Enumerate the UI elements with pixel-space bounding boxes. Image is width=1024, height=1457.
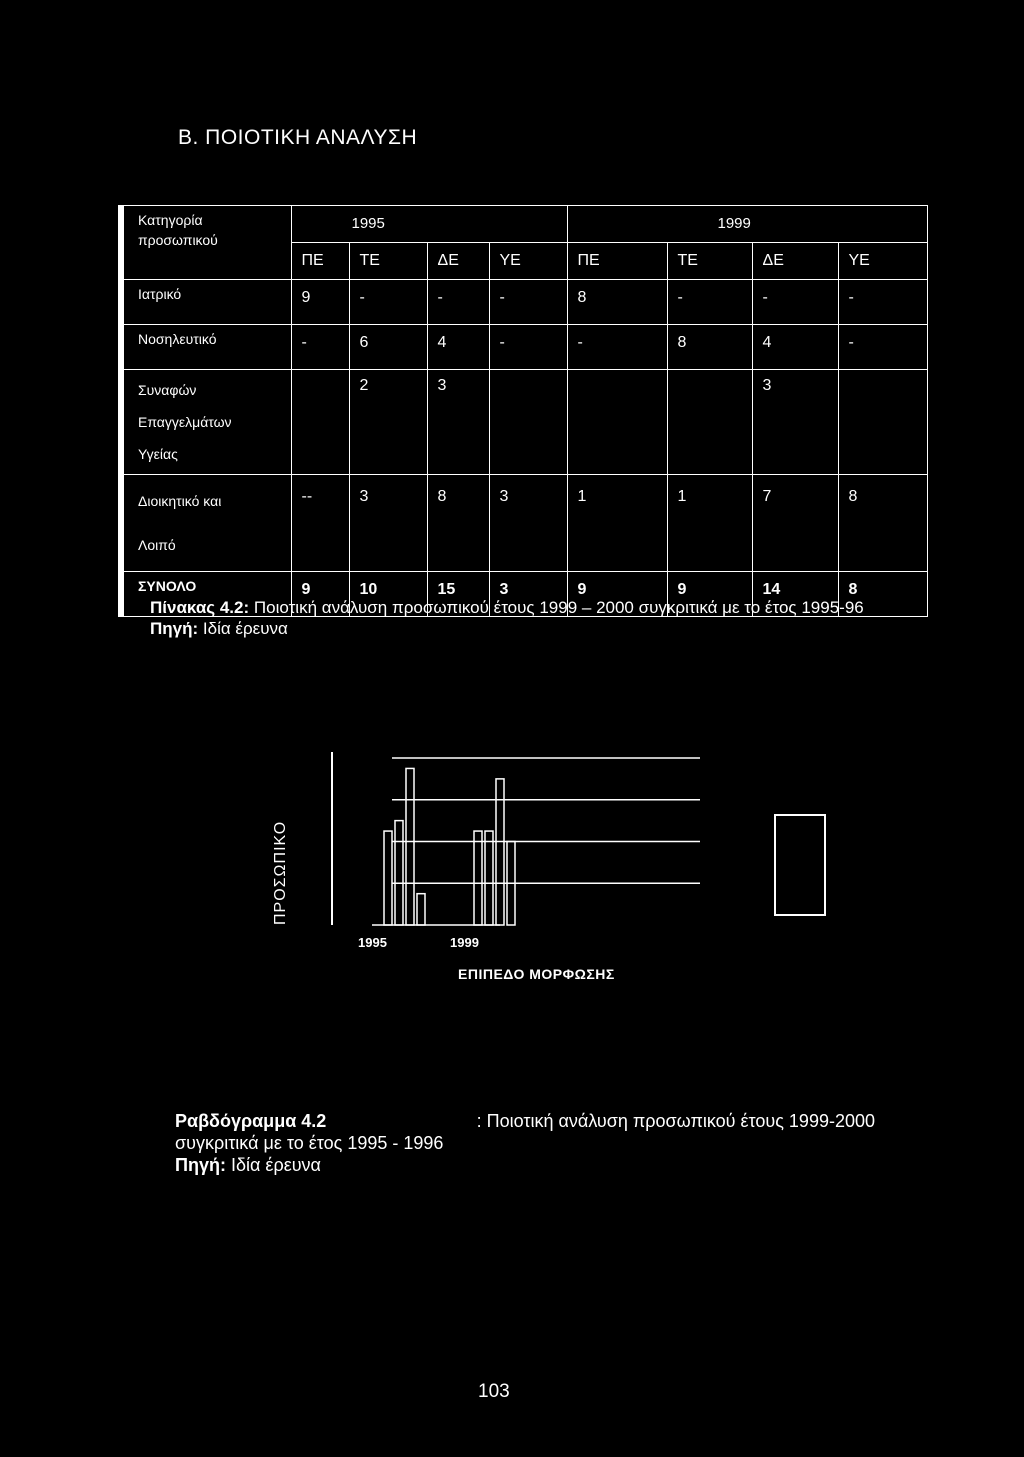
bar bbox=[384, 831, 392, 925]
category-header-line1: Κατηγορία bbox=[138, 212, 203, 228]
row-category bbox=[121, 475, 291, 572]
table-cell: 15 bbox=[427, 572, 489, 617]
bar-chart bbox=[270, 740, 870, 1000]
subheader-cell: ΔΕ bbox=[752, 243, 838, 280]
year-1999-header: 1999 bbox=[567, 206, 927, 243]
row-category: Νοσηλευτικό bbox=[121, 325, 291, 370]
chart-plot bbox=[270, 740, 870, 940]
category-header-line2: προσωπικού bbox=[138, 232, 218, 248]
page-number: 103 bbox=[478, 1381, 510, 1402]
row-category: Ιατρικό bbox=[121, 280, 291, 325]
row-category-line: Υγείας bbox=[138, 446, 178, 462]
table-cell: - bbox=[838, 280, 927, 325]
subheader-cell: ΥΕ bbox=[489, 243, 567, 280]
table-row-nursing bbox=[121, 325, 927, 370]
table-source-text: Ιδία έρευνα bbox=[198, 619, 288, 638]
legend-box bbox=[775, 815, 825, 915]
table-cell: 10 bbox=[349, 572, 427, 617]
bar bbox=[417, 894, 425, 925]
table-cell: - bbox=[838, 325, 927, 370]
category-header bbox=[121, 206, 291, 280]
bar bbox=[406, 768, 414, 925]
chart-ylabel: ΠΡΟΣΩΠΙΚΟ bbox=[272, 820, 289, 926]
table-caption-text: Ποιοτική ανάλυση προσωπικού έτους 1999 – 2000 συγκριτικά με το έτος 1995-96 bbox=[249, 598, 864, 617]
subheader-cell: ΠΕ bbox=[291, 243, 349, 280]
table-cell: 7 bbox=[752, 475, 838, 572]
table-cell: - bbox=[567, 325, 667, 370]
table-cell: 3 bbox=[752, 370, 838, 475]
table-cell: 2 bbox=[349, 370, 427, 475]
bar bbox=[485, 831, 493, 925]
table-cell: - bbox=[489, 325, 567, 370]
table-cell: 8 bbox=[667, 325, 752, 370]
subheader-cell: ΔΕ bbox=[427, 243, 489, 280]
table-row-administrative bbox=[121, 475, 927, 572]
x-tick-label: 1995 bbox=[358, 935, 387, 950]
chart-caption-label: Ραβδόγραμμα 4.2 bbox=[175, 1111, 327, 1131]
table-cell: - bbox=[427, 280, 489, 325]
table-caption-line bbox=[150, 597, 870, 618]
table-cell: 8 bbox=[567, 280, 667, 325]
subheader-cell: ΠΕ bbox=[567, 243, 667, 280]
table-cell: 1 bbox=[667, 475, 752, 572]
table-row-medical bbox=[121, 280, 927, 325]
chart-caption-text1: : Ποιοτική ανάλυση προσωπικού έτους 1999-2000 bbox=[476, 1111, 875, 1131]
table-cell bbox=[489, 370, 567, 475]
table-cell: -- bbox=[291, 475, 349, 572]
table-cell: 14 bbox=[752, 572, 838, 617]
chart-caption-line bbox=[175, 1110, 875, 1132]
row-category-line: Λοιπό bbox=[138, 537, 176, 553]
table-cell: 8 bbox=[838, 475, 927, 572]
table-source-line bbox=[150, 618, 870, 639]
row-category bbox=[121, 370, 291, 475]
row-category-line: Επαγγελμάτων bbox=[138, 414, 232, 430]
table-cell: 3 bbox=[489, 475, 567, 572]
table-cell: - bbox=[667, 280, 752, 325]
table-cell bbox=[838, 370, 927, 475]
table-header-row bbox=[121, 206, 927, 243]
table-cell: - bbox=[489, 280, 567, 325]
table-cell: 3 bbox=[489, 572, 567, 617]
table-cell: - bbox=[752, 280, 838, 325]
chart-source-label: Πηγή: bbox=[175, 1155, 226, 1175]
table-cell: 9 bbox=[291, 280, 349, 325]
row-category-line: Συναφών bbox=[138, 382, 197, 398]
table-cell: - bbox=[349, 280, 427, 325]
chart-source-line bbox=[175, 1154, 875, 1176]
row-category: ΣΥΝΟΛΟ bbox=[121, 572, 291, 617]
table-caption bbox=[150, 597, 870, 639]
chart-xlabel: ΕΠΙΠΕΔΟ ΜΟΡΦΩΣΗΣ bbox=[458, 966, 615, 982]
year-1995-header: 1995 bbox=[291, 206, 567, 243]
table-cell: 9 bbox=[667, 572, 752, 617]
table-cell: 9 bbox=[567, 572, 667, 617]
subheader-cell: ΤΕ bbox=[667, 243, 752, 280]
chart-source-text: Ιδία έρευνα bbox=[226, 1155, 321, 1175]
table-cell: 9 bbox=[291, 572, 349, 617]
table-row-health-professions bbox=[121, 370, 927, 475]
row-category-line: Διοικητικό και bbox=[138, 493, 222, 509]
bar bbox=[395, 821, 403, 925]
chart-caption-text2: συγκριτικά με το έτος 1995 - 1996 bbox=[175, 1133, 444, 1153]
table-cell: 8 bbox=[427, 475, 489, 572]
chart-caption bbox=[175, 1110, 875, 1176]
table-cell: 1 bbox=[567, 475, 667, 572]
table-cell: 6 bbox=[349, 325, 427, 370]
table-cell bbox=[667, 370, 752, 475]
personnel-table bbox=[118, 205, 928, 617]
table-cell: 4 bbox=[427, 325, 489, 370]
table-cell: 4 bbox=[752, 325, 838, 370]
table-cell bbox=[567, 370, 667, 475]
table-caption-label: Πίνακας 4.2: bbox=[150, 598, 250, 617]
subheader-cell: ΤΕ bbox=[349, 243, 427, 280]
table-source-label: Πηγή: bbox=[150, 619, 199, 638]
table-cell: 3 bbox=[427, 370, 489, 475]
table-cell: - bbox=[291, 325, 349, 370]
x-tick-label: 1999 bbox=[450, 935, 479, 950]
table-cell bbox=[291, 370, 349, 475]
subheader-cell: ΥΕ bbox=[838, 243, 927, 280]
table-cell: 8 bbox=[838, 572, 927, 617]
bar bbox=[496, 779, 504, 925]
section-title: Β. ΠΟΙΟΤΙΚΗ ΑΝΑΛΥΣΗ bbox=[178, 126, 418, 149]
table-cell: 3 bbox=[349, 475, 427, 572]
bar bbox=[474, 831, 482, 925]
